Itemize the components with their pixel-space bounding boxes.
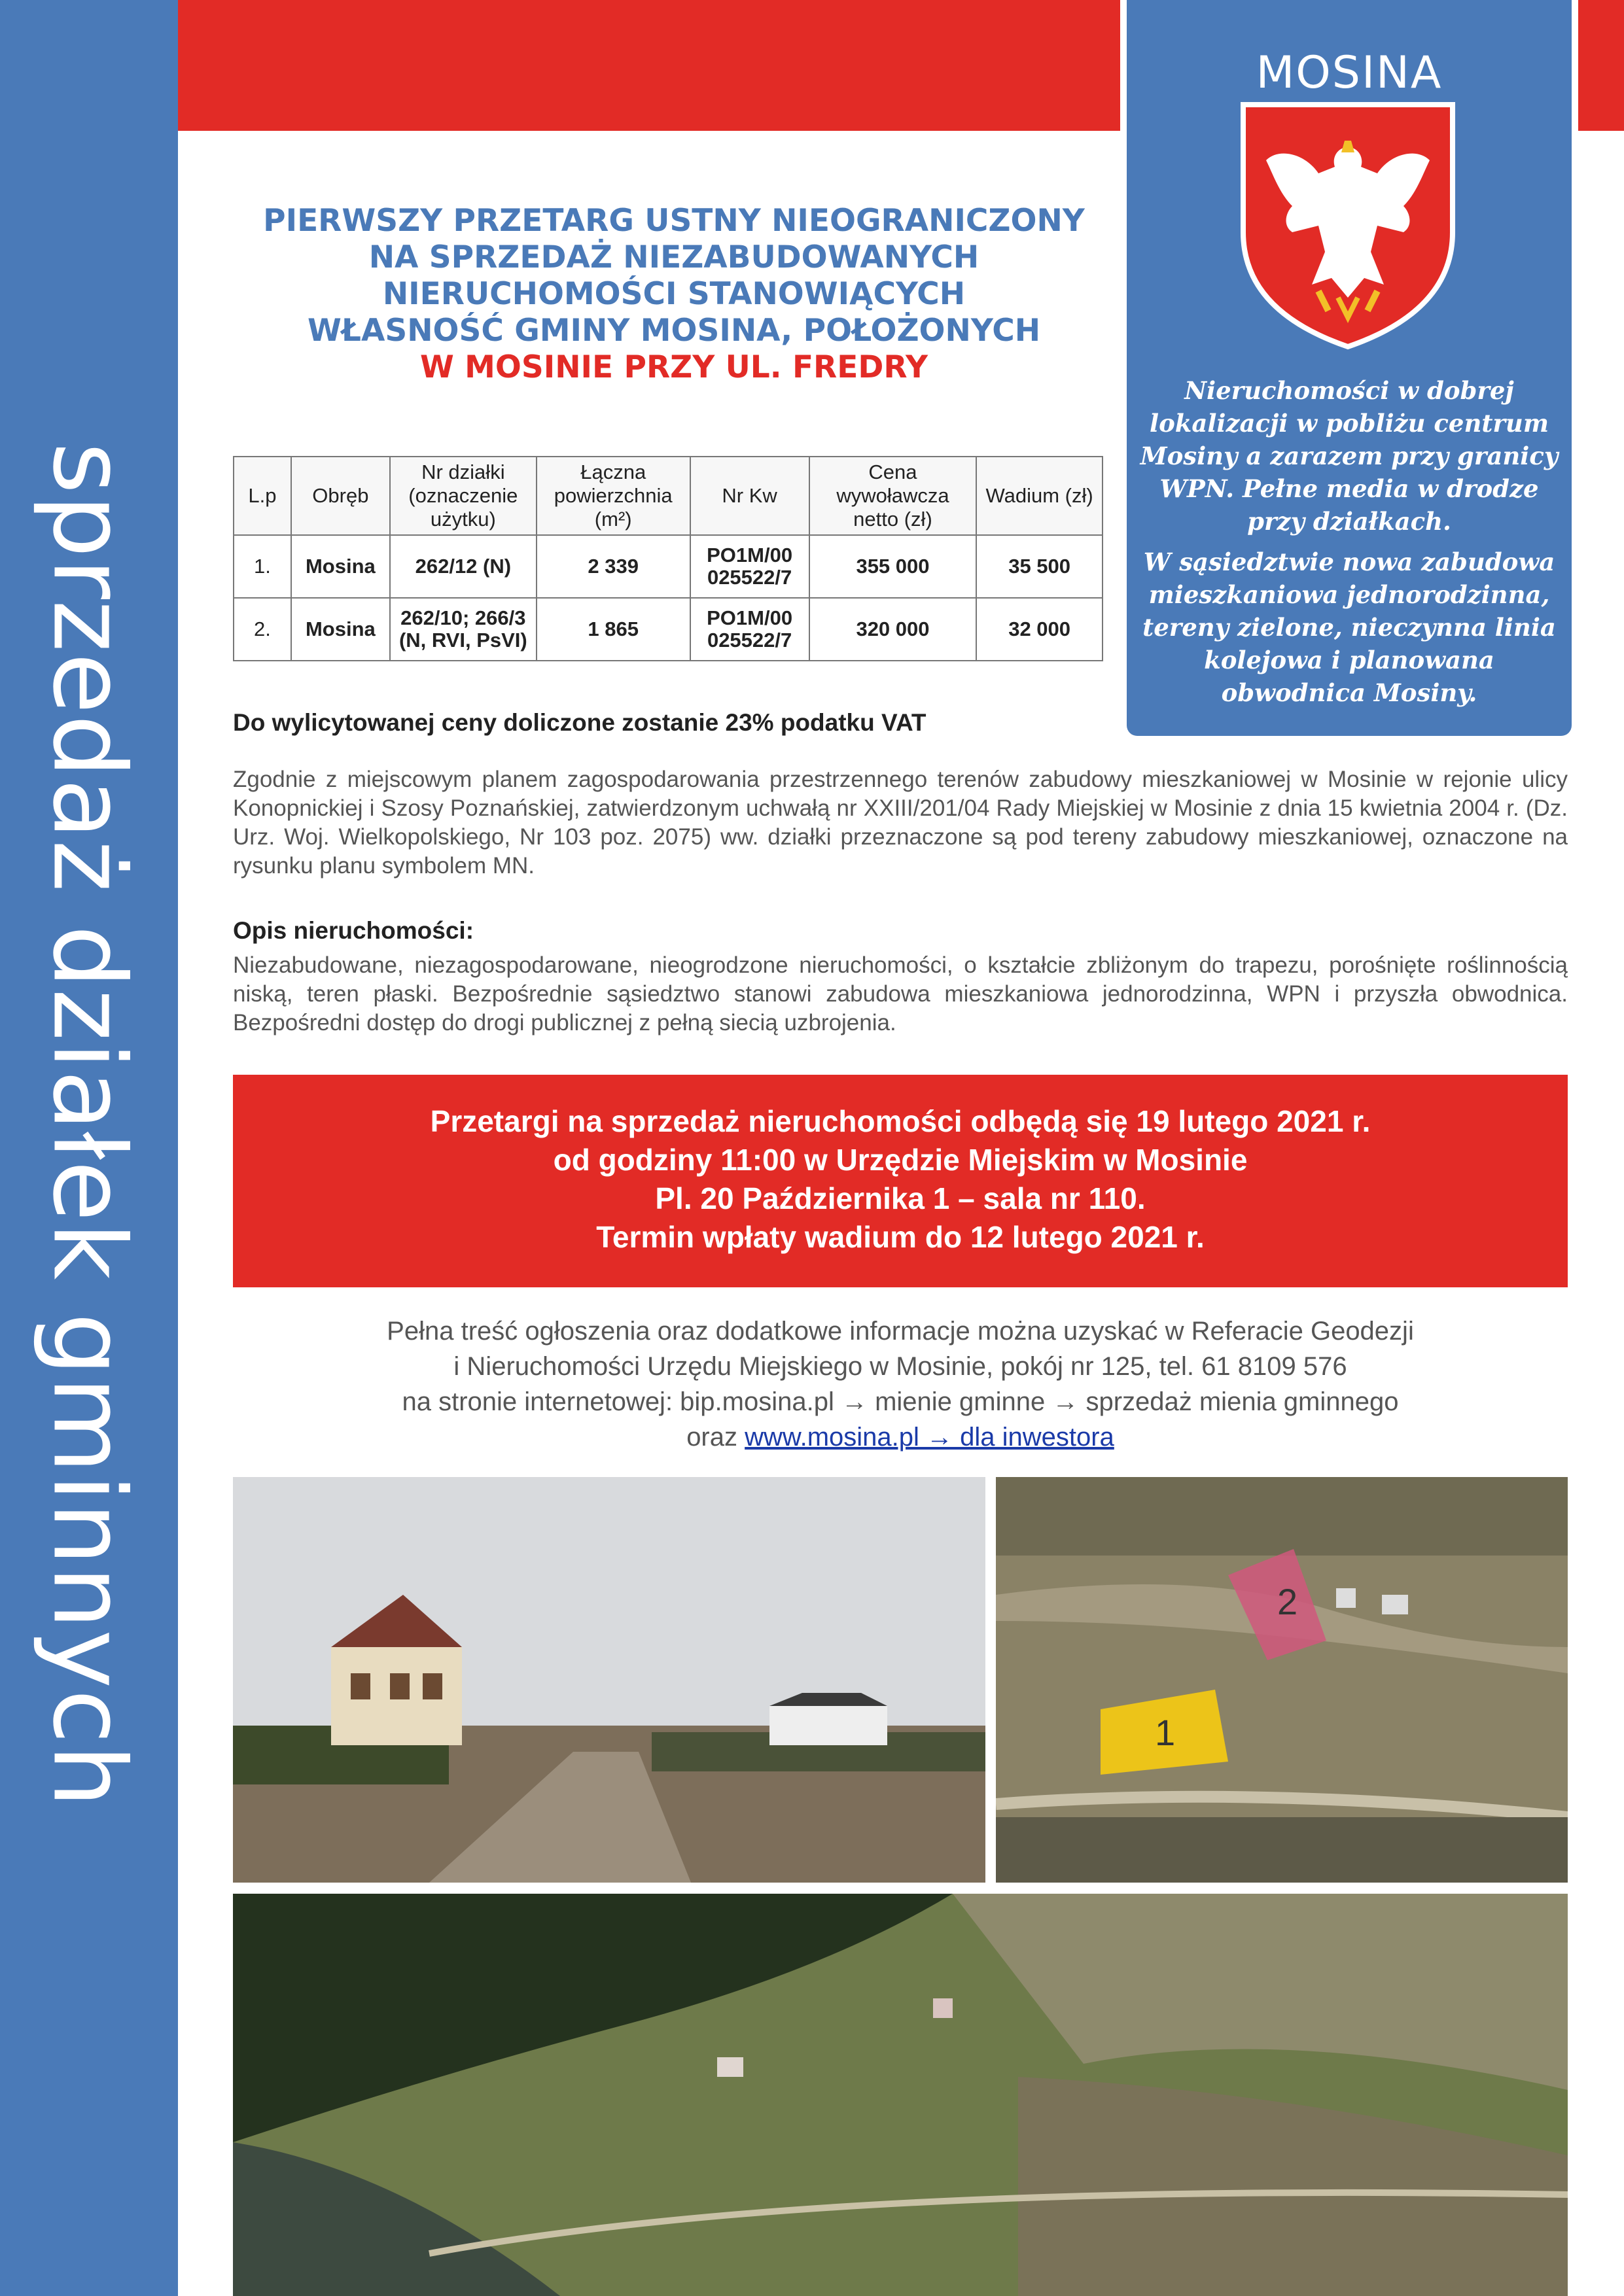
- cell-parcel: 262/12 (N): [390, 535, 537, 598]
- cell-price: 355 000: [809, 535, 977, 598]
- cell-parcel: 262/10; 266/3 (N, RVI, PsVI): [390, 598, 537, 661]
- auction-time-place: od godziny 11:00 w Urzędzie Miejskim w Mosinie: [553, 1143, 1248, 1177]
- cell-area: 2 339: [537, 535, 690, 598]
- info-line: Pełna treść ogłoszenia oraz dodatkowe informacje można uzyskać w Referacie Geodezji: [387, 1317, 1414, 1346]
- neighbourhood-paragraph: W sąsiedztwie nowa zabudowa mieszkaniowa jednorodzinna, tereny zielone, nieczynna linia kolejowa i planowana obwodnica Mosiny.: [1142, 548, 1556, 707]
- table-header-row: [234, 457, 1103, 535]
- cell-deposit: 35 500: [976, 535, 1103, 598]
- contact-info: [233, 1313, 1568, 1455]
- description-heading: Opis nieruchomości:: [233, 917, 474, 944]
- parcels-table: [233, 456, 1103, 661]
- table-row: [234, 598, 1103, 661]
- auction-date: Przetargi na sprzedaż nieruchomości odbędą się 19 lutego 2021 r.: [430, 1104, 1371, 1138]
- panorama-photo: [233, 1894, 1568, 2296]
- title-line: NIERUCHOMOŚCI STANOWIĄCYCH: [382, 276, 966, 312]
- cell-lp: 2.: [234, 598, 291, 661]
- town-name: MOSINA: [1256, 47, 1443, 99]
- investor-link[interactable]: www.mosina.pl → dla inwestora: [745, 1423, 1114, 1452]
- info-line: na stronie internetowej: bip.mosina.pl → mienie gminne → sprzedaż mienia gminnego: [402, 1387, 1399, 1416]
- description-text: Niezabudowane, niezagospodarowane, nieogrodzone nieruchomości, o kształcie zbliżonym do trapezu, porośnięte roślinnością niską, teren płaski. Bezpośrednie sąsiedztwo stanowi zabudowa mieszkaniowa jednorodzinna, WPN i przyszła obwodnica. Bezpośredni dostęp do drogi publicznej z pełną siecią uzbrojenia.: [233, 952, 1568, 1035]
- col-price: Cena wywoławcza netto (zł): [809, 457, 977, 535]
- title-line: NA SPRZEDAŻ NIEZABUDOWANYCH: [368, 239, 980, 275]
- location-paragraph: Nieruchomości w dobrej lokalizacji w pobliżu centrum Mosiny a zarazem przy granicy WPN. Pełne media w drodze przy działkach.: [1140, 376, 1559, 536]
- info-prefix: oraz: [686, 1423, 745, 1452]
- vat-note: Do wylicytowanej ceny doliczone zostanie 23% podatku VAT: [233, 709, 927, 736]
- side-title: sprzedaż działek gminnych: [31, 442, 147, 1809]
- left-side-bar: [0, 0, 178, 2296]
- title-location: W MOSINIE PRZY UL. FREDRY: [419, 349, 928, 385]
- title-line: PIERWSZY PRZETARG USTNY NIEOGRANICZONY: [263, 203, 1085, 239]
- col-lp: L.p: [234, 457, 291, 535]
- auction-box: [233, 1075, 1568, 1287]
- col-area: Łączna powierzchnia (m²): [537, 457, 690, 535]
- cell-kw: PO1M/00 025522/7: [690, 598, 809, 661]
- coat-of-arms-icon: [1240, 101, 1456, 350]
- aerial-map: [996, 1477, 1568, 1883]
- col-deposit: Wadium (zł): [976, 457, 1103, 535]
- col-parcel-number: Nr działki (oznaczenie użytku): [390, 457, 537, 535]
- col-obreb: Obręb: [291, 457, 390, 535]
- cell-area: 1 865: [537, 598, 690, 661]
- cell-kw: PO1M/00 025522/7: [690, 535, 809, 598]
- info-line: i Nieruchomości Urzędu Miejskiego w Mosinie, pokój nr 125, tel. 61 8109 576: [453, 1352, 1347, 1381]
- page-title: [216, 203, 1132, 386]
- col-kw: Nr Kw: [690, 457, 809, 535]
- parcel-1-label: 1: [1155, 1712, 1176, 1753]
- street-photo: [233, 1477, 985, 1883]
- parcel-2-label: 2: [1277, 1581, 1298, 1622]
- cell-obreb: Mosina: [291, 535, 390, 598]
- deposit-deadline: Termin wpłaty wadium do 12 lutego 2021 r.: [596, 1220, 1205, 1254]
- cell-lp: 1.: [234, 535, 291, 598]
- table-row: [234, 535, 1103, 598]
- auction-room: Pl. 20 Października 1 – sala nr 110.: [655, 1181, 1146, 1215]
- cell-price: 320 000: [809, 598, 977, 661]
- info-line: [233, 1419, 1568, 1455]
- location-description: [1139, 374, 1560, 717]
- title-line: WŁASNOŚĆ GMINY MOSINA, POŁOŻONYCH: [307, 313, 1041, 349]
- cell-obreb: Mosina: [291, 598, 390, 661]
- plan-paragraph: Zgodnie z miejscowym planem zagospodarowania przestrzennego terenów zabudowy mieszkaniowej w Mosinie w rejonie ulicy Konopnickiej i Szosy Poznańskiej, zatwierdzonym uchwałą nr XXIII/201/04 Rady Miejskiej w Mosinie z dnia 15 kwietnia 2004 r. (Dz. Urz. Woj. Wielkopolskiego, Nr 103 poz. 2075) ww. działki przeznaczone są pod tereny zabudowy mieszkaniowej, oznaczone na rysunku planu symbolem MN.: [233, 767, 1568, 878]
- cell-deposit: 32 000: [976, 598, 1103, 661]
